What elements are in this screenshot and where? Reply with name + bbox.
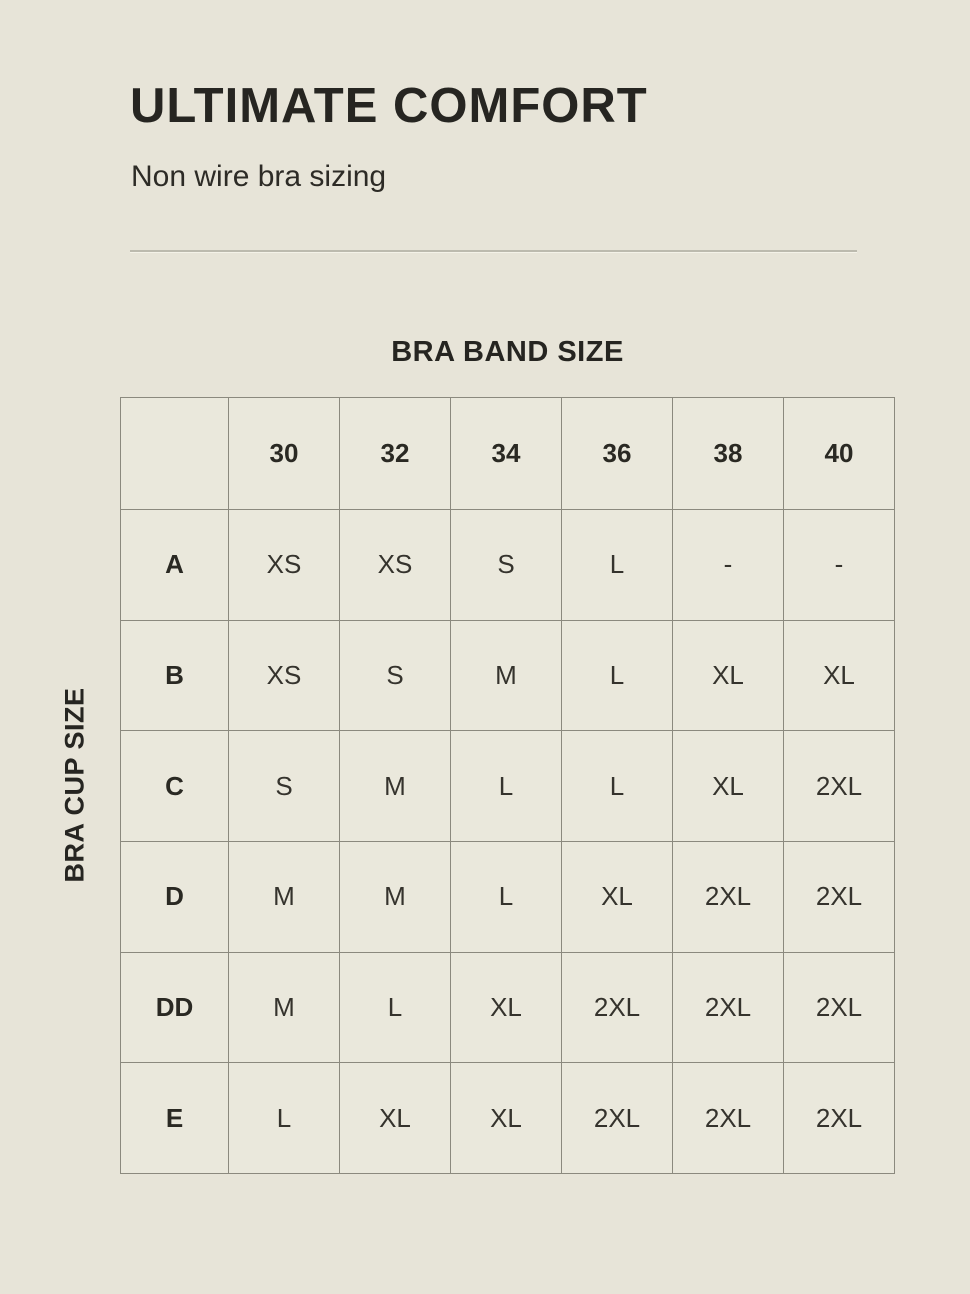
size-value-cell: L	[451, 842, 562, 953]
cup-size-cell: C	[121, 731, 229, 842]
size-value-cell: -	[784, 510, 895, 621]
size-value-cell: L	[229, 1063, 340, 1174]
size-value-cell: -	[673, 510, 784, 621]
size-value-cell: XL	[340, 1063, 451, 1174]
size-value-cell: L	[562, 731, 673, 842]
band-size-header-cell: 30	[229, 398, 340, 510]
size-value-cell: L	[562, 621, 673, 732]
band-size-header-cell: 36	[562, 398, 673, 510]
size-value-cell: 2XL	[673, 1063, 784, 1174]
size-value-cell: S	[340, 621, 451, 732]
size-value-cell: M	[229, 953, 340, 1064]
size-value-cell: XL	[673, 621, 784, 732]
size-value-cell: XS	[229, 621, 340, 732]
size-value-cell: L	[340, 953, 451, 1064]
band-size-header-cell: 32	[340, 398, 451, 510]
band-size-header-cell: 34	[451, 398, 562, 510]
size-value-cell: S	[229, 731, 340, 842]
size-value-cell: S	[451, 510, 562, 621]
cup-size-cell: A	[121, 510, 229, 621]
size-value-cell: M	[451, 621, 562, 732]
size-value-cell: XS	[340, 510, 451, 621]
corner-cell	[121, 398, 229, 510]
size-value-cell: XL	[562, 842, 673, 953]
size-value-cell: M	[340, 731, 451, 842]
size-value-cell: 2XL	[784, 1063, 895, 1174]
page-title: ULTIMATE COMFORT	[130, 79, 648, 133]
size-value-cell: XL	[451, 1063, 562, 1174]
cup-size-cell: DD	[121, 953, 229, 1064]
size-value-cell: L	[562, 510, 673, 621]
size-value-cell: XS	[229, 510, 340, 621]
size-value-cell: 2XL	[673, 842, 784, 953]
size-value-cell: 2XL	[784, 842, 895, 953]
size-value-cell: 2XL	[784, 953, 895, 1064]
size-value-cell: 2XL	[562, 1063, 673, 1174]
size-value-cell: M	[229, 842, 340, 953]
cup-size-cell: E	[121, 1063, 229, 1174]
cup-size-cell: D	[121, 842, 229, 953]
band-size-header-cell: 38	[673, 398, 784, 510]
size-value-cell: XL	[673, 731, 784, 842]
size-table	[120, 397, 895, 1174]
cup-size-axis-label-text: BRA CUP SIZE	[59, 687, 90, 883]
size-value-cell: M	[340, 842, 451, 953]
band-size-header-cell: 40	[784, 398, 895, 510]
size-value-cell: 2XL	[784, 731, 895, 842]
size-value-cell: 2XL	[562, 953, 673, 1064]
page-subtitle: Non wire bra sizing	[131, 160, 387, 193]
size-value-cell: XL	[784, 621, 895, 732]
cup-size-cell: B	[121, 621, 229, 732]
divider-line	[130, 250, 857, 253]
band-size-axis-label: BRA BAND SIZE	[391, 336, 624, 368]
size-value-cell: L	[451, 731, 562, 842]
size-value-cell: XL	[451, 953, 562, 1064]
size-value-cell: 2XL	[673, 953, 784, 1064]
